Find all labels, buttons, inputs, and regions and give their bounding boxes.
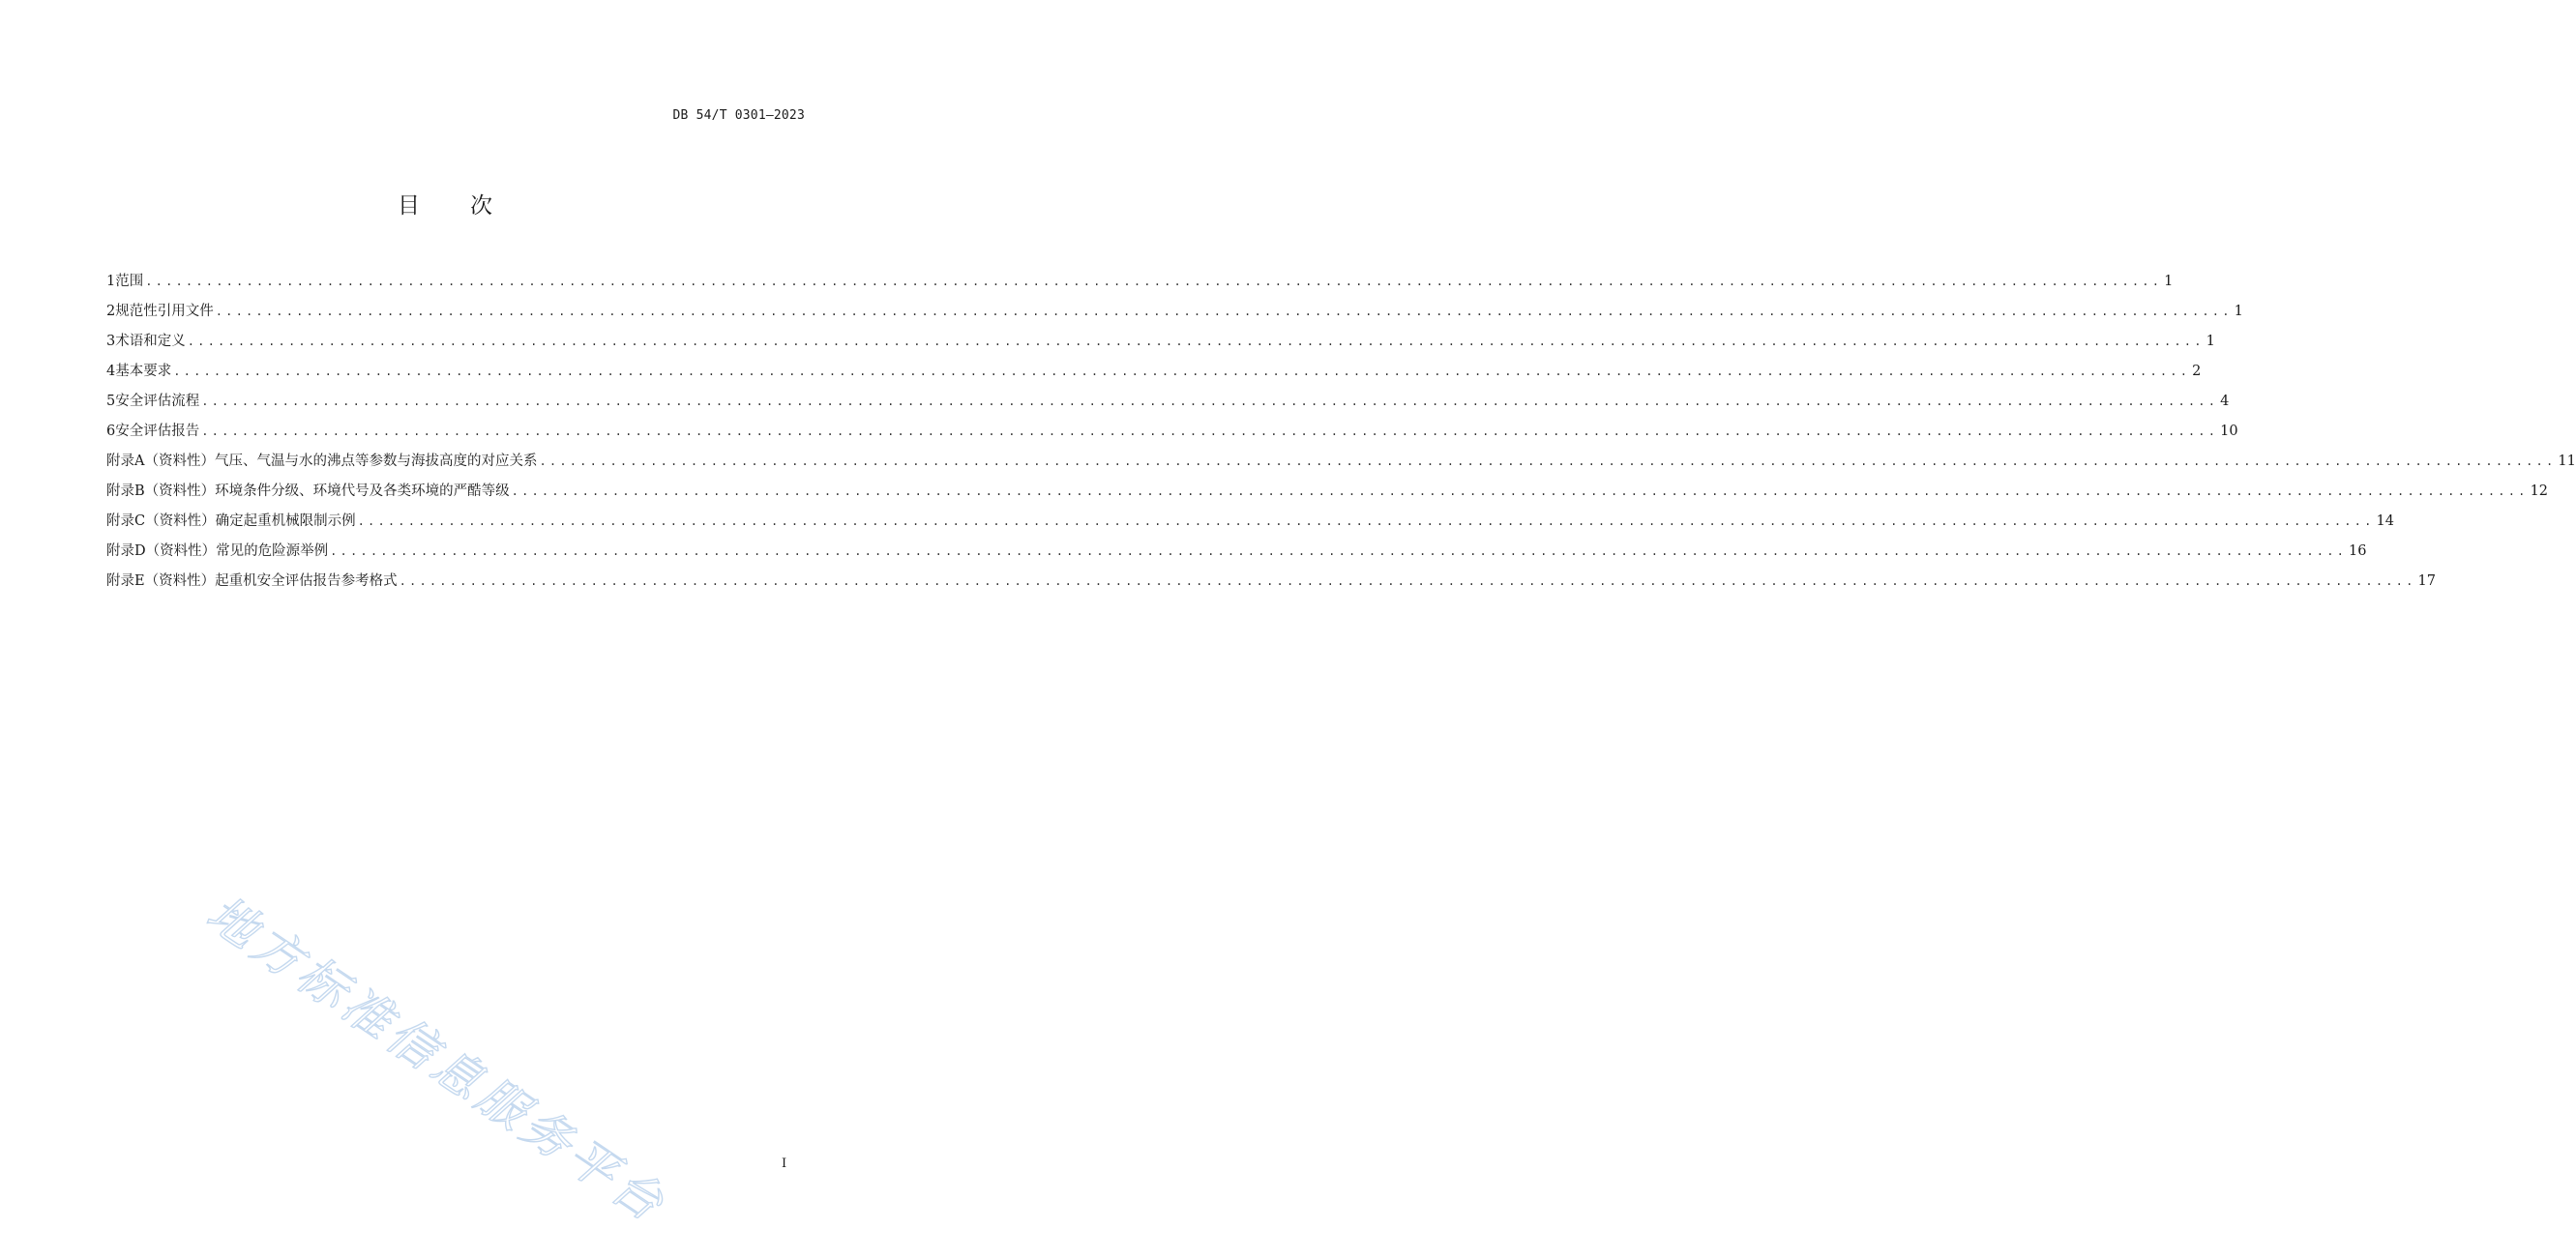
- toc-entry-number: 1: [106, 274, 116, 289]
- toc-entry-title: 范围: [115, 274, 144, 289]
- toc-entry-title: 安全评估流程: [115, 394, 200, 409]
- toc-entry-number: 4: [106, 364, 116, 379]
- toc-appendix-label: 附录C（资料性）: [106, 513, 216, 529]
- toc-appendix-label: 附录A（资料性）: [106, 454, 215, 469]
- toc-entry-number: 2: [106, 304, 116, 319]
- toc-entry-number: 6: [106, 424, 116, 439]
- toc-appendix-title: 环境条件分级、环境代号及各类环境的严酷等级: [215, 483, 510, 499]
- toc-appendix-page: 14: [2376, 513, 2394, 529]
- toc-leader: ........................................................................................................................................................................................................: [145, 275, 2163, 288]
- toc-leader: ........................................................................................................................................................................................................: [399, 574, 2416, 588]
- toc-appendix-label: 附录E（资料性）: [106, 573, 216, 589]
- toc-title-part2: 次: [470, 193, 492, 219]
- toc-title-part1: 目: [398, 193, 420, 219]
- toc-leader: ........................................................................................................................................................................................................: [330, 544, 2348, 558]
- toc-entry-page: 4: [2220, 394, 2230, 409]
- toc-entry[interactable]: [106, 300, 2243, 330]
- document-code: DB 54/T 0301—2023: [672, 108, 805, 123]
- toc-appendix-title: 起重机安全评估报告参考格式: [215, 573, 398, 589]
- toc-entry-title: 基本要求: [115, 364, 172, 379]
- toc-appendix-label: 附录D（资料性）: [106, 543, 217, 559]
- toc-entry-title: 安全评估报告: [115, 424, 200, 439]
- toc-leader: ........................................................................................................................................................................................................: [511, 484, 2529, 498]
- toc-appendix-label: 附录B（资料性）: [106, 483, 216, 499]
- toc-leader: ........................................................................................................................................................................................................: [201, 395, 2219, 408]
- toc-entry-page: 1: [2234, 304, 2243, 319]
- toc-entry-number: 3: [106, 334, 116, 349]
- toc-entry-title: 规范性引用文件: [115, 304, 214, 319]
- toc-appendix-entry[interactable]: [106, 570, 2436, 600]
- toc-entry-title: 术语和定义: [115, 334, 186, 349]
- toc-leader: ........................................................................................................................................................................................................: [201, 425, 2219, 438]
- toc-entry-number: 5: [106, 394, 116, 409]
- toc-entry-page: 2: [2192, 364, 2202, 379]
- toc-leader: ........................................................................................................................................................................................................: [215, 305, 2233, 318]
- toc-appendix-page: 12: [2530, 483, 2549, 499]
- toc-entry[interactable]: [106, 270, 2174, 300]
- watermark: 地方标准信息服务平台: [196, 885, 678, 1235]
- toc-entry[interactable]: [106, 330, 2215, 360]
- toc-entry[interactable]: [106, 390, 2230, 420]
- toc-appendix-entry[interactable]: [106, 480, 2549, 510]
- toc-leader: ........................................................................................................................................................................................................: [173, 365, 2191, 378]
- toc-appendix-title: 气压、气温与水的沸点等参数与海拔高度的对应关系: [214, 454, 538, 469]
- toc-entry[interactable]: [106, 360, 2202, 390]
- toc-title: [0, 188, 890, 220]
- toc-entry-page: 1: [2164, 274, 2174, 289]
- toc-appendix-entry[interactable]: [106, 540, 2367, 570]
- toc-leader: ........................................................................................................................................................................................................: [357, 514, 2375, 528]
- toc-appendix-page: 16: [2349, 543, 2367, 559]
- toc-appendix-entry[interactable]: [106, 450, 2576, 480]
- table-of-contents: [106, 270, 2576, 600]
- toc-appendix-title: 常见的危险源举例: [216, 543, 329, 559]
- toc-leader: ........................................................................................................................................................................................................: [187, 335, 2205, 348]
- page-number: I: [782, 1157, 787, 1171]
- toc-appendix-page: 17: [2417, 573, 2436, 589]
- toc-entry-page: 10: [2220, 424, 2238, 439]
- toc-entry-page: 1: [2206, 334, 2215, 349]
- toc-appendix-title: 确定起重机械限制示例: [215, 513, 356, 529]
- toc-leader: ........................................................................................................................................................................................................: [539, 454, 2557, 468]
- toc-entry[interactable]: [106, 420, 2238, 450]
- toc-appendix-entry[interactable]: [106, 510, 2394, 540]
- toc-appendix-page: 11: [2558, 454, 2576, 469]
